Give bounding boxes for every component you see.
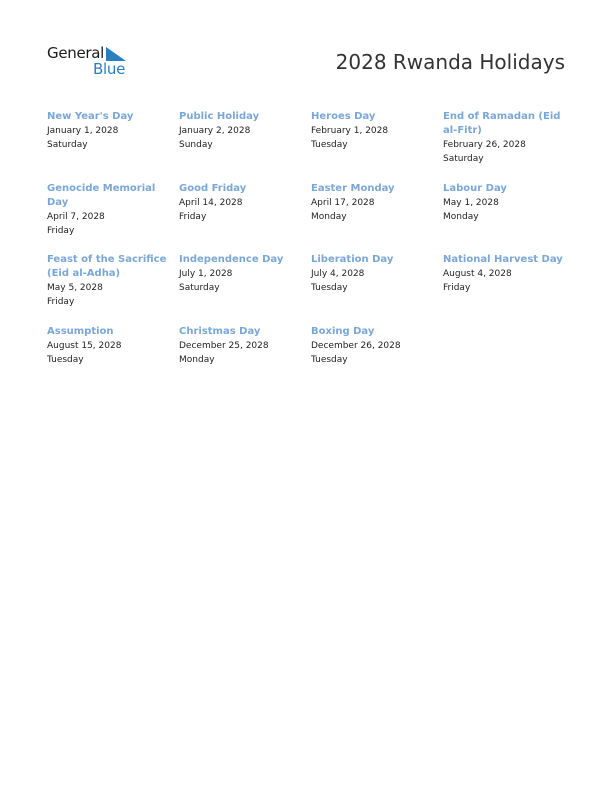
holiday-date: April 14, 2028 [179, 198, 243, 208]
holiday-name: Labour Day [443, 183, 507, 194]
holiday-weekday: Friday [47, 297, 75, 307]
holiday-weekday: Tuesday [311, 140, 348, 150]
holiday-name: Liberation Day [311, 254, 394, 265]
holiday-name: Easter Monday [311, 183, 395, 194]
holiday-name: Assumption [47, 326, 114, 337]
holiday-weekday: Monday [311, 212, 347, 222]
holiday-date: July 4, 2028 [311, 269, 365, 279]
holiday-item [47, 110, 171, 152]
holiday-item [311, 253, 435, 295]
holiday-weekday: Friday [179, 212, 207, 222]
holiday-name: Genocide Memorial Day [47, 183, 156, 208]
holiday-weekday: Saturday [47, 140, 88, 150]
holiday-weekday: Friday [443, 283, 471, 293]
holiday-weekday: Monday [179, 355, 215, 365]
holiday-weekday: Monday [443, 212, 479, 222]
holiday-weekday: Sunday [179, 140, 213, 150]
holiday-item [47, 325, 171, 367]
holiday-item [311, 182, 435, 224]
logo-triangle-icon [106, 47, 126, 61]
holiday-date: May 5, 2028 [47, 283, 103, 293]
holiday-item [311, 325, 435, 367]
holiday-date: December 25, 2028 [179, 341, 269, 351]
holiday-name: Independence Day [179, 254, 284, 265]
holiday-name: New Year's Day [47, 111, 134, 122]
holiday-date: April 17, 2028 [311, 198, 375, 208]
logo-text-blue: Blue [93, 60, 125, 78]
holiday-item [47, 182, 171, 238]
page-title: 2028 Rwanda Holidays [335, 50, 565, 74]
holiday-item [179, 253, 303, 295]
holiday-item [443, 182, 567, 224]
holiday-date: December 26, 2028 [311, 341, 401, 351]
holiday-item [311, 110, 435, 152]
holiday-name: End of Ramadan (Eid al-Fitr) [443, 111, 561, 136]
holiday-weekday: Saturday [443, 154, 484, 164]
holiday-date: February 1, 2028 [311, 126, 389, 136]
holiday-name: Feast of the Sacrifice (Eid al-Adha) [47, 254, 167, 279]
holiday-date: July 1, 2028 [179, 269, 233, 279]
logo-text-general: General [47, 44, 105, 62]
holiday-name: National Harvest Day [443, 254, 563, 265]
holiday-date: January 2, 2028 [179, 126, 251, 136]
holiday-date: January 1, 2028 [47, 126, 119, 136]
holiday-date: May 1, 2028 [443, 198, 499, 208]
holiday-weekday: Friday [47, 226, 75, 236]
holiday-name: Christmas Day [179, 326, 261, 337]
holiday-weekday: Saturday [179, 283, 220, 293]
holiday-weekday: Tuesday [311, 355, 348, 365]
holiday-date: August 4, 2028 [443, 269, 512, 279]
holiday-name: Good Friday [179, 183, 247, 194]
holiday-date: August 15, 2028 [47, 341, 122, 351]
holiday-item [179, 182, 303, 224]
holiday-name: Boxing Day [311, 326, 375, 337]
holiday-name: Heroes Day [311, 111, 376, 122]
holiday-item [179, 325, 303, 367]
holiday-weekday: Tuesday [47, 355, 84, 365]
holiday-name: Public Holiday [179, 111, 260, 122]
holiday-item [179, 110, 303, 152]
holiday-item [443, 110, 567, 166]
logo [47, 44, 147, 80]
holiday-date: April 7, 2028 [47, 212, 105, 222]
holiday-item [443, 253, 567, 295]
holiday-item [47, 253, 171, 309]
holiday-date: February 26, 2028 [443, 140, 526, 150]
holiday-weekday: Tuesday [311, 283, 348, 293]
